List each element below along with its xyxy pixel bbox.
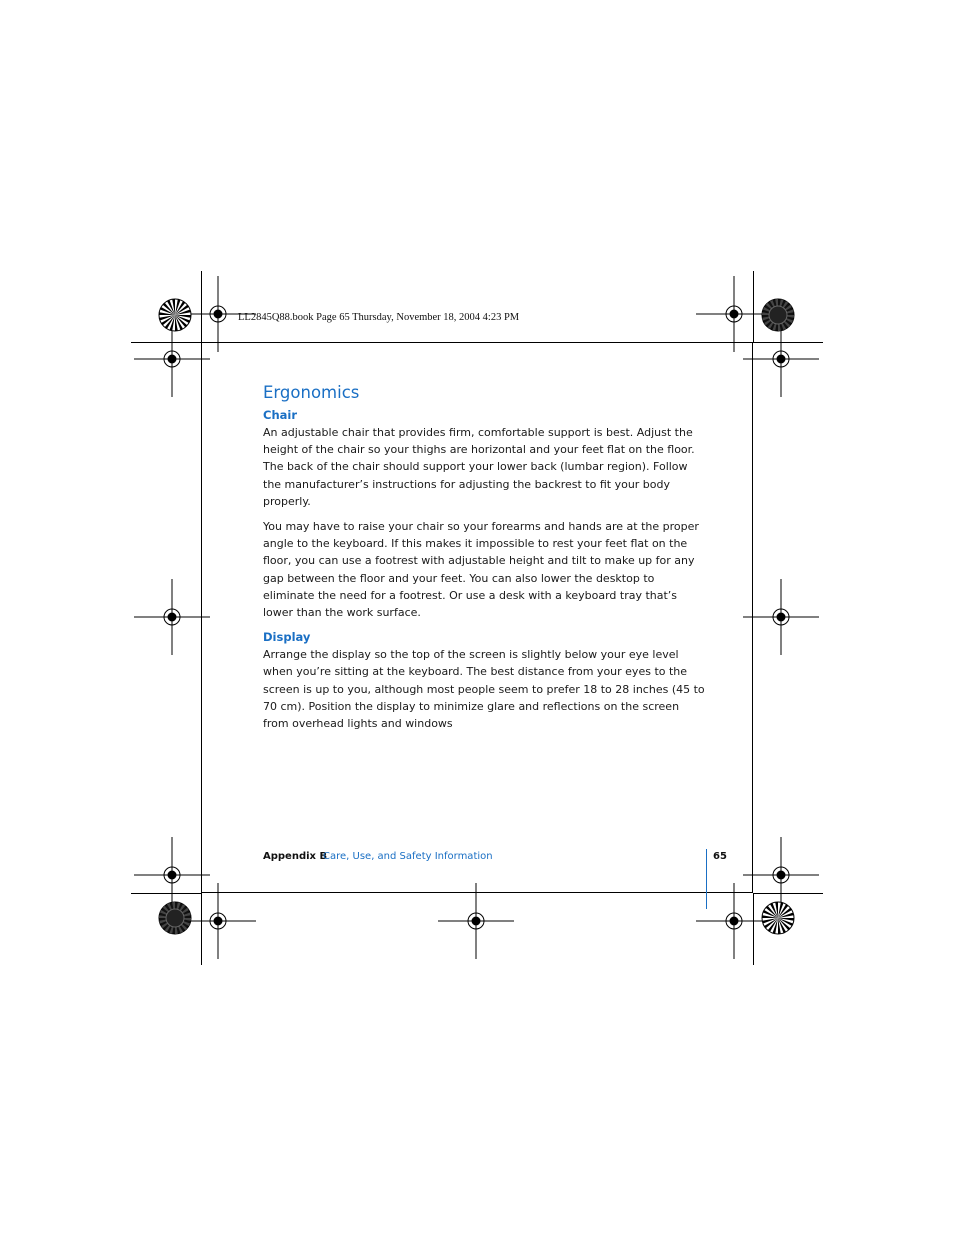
- footer-chapter-title: Care, Use, and Safety Information: [323, 851, 493, 862]
- paragraph: An adjustable chair that provides firm, comfortable support is best. Adjust the height of the chair so your thighs are horizontal and your feet flat on the floor. The back of the chair should support your lower back (lumbar region). Follow the manufacturer’s instructions for adjusting the backrest to fit your body properly.: [263, 426, 695, 508]
- page-number: 65: [713, 851, 727, 862]
- crosshair-mark: [696, 276, 772, 352]
- crosshair-mark: [134, 321, 210, 397]
- crosshair-mark: [743, 321, 819, 397]
- crosshair-mark: [134, 837, 210, 913]
- section-title: Ergonomics: [263, 383, 360, 402]
- crosshair-mark: [743, 579, 819, 655]
- starburst-mark: [762, 902, 794, 934]
- starburst-mark: [159, 299, 191, 331]
- footer-divider: [706, 849, 707, 909]
- crosshair-mark: [134, 579, 210, 655]
- crosshair-mark: [438, 883, 514, 959]
- print-slug: LL2845Q88.book Page 65 Thursday, November 18, 2004 4:23 PM: [238, 312, 520, 323]
- crosshair-mark: [743, 837, 819, 913]
- crosshair-mark: [180, 883, 256, 959]
- paragraph: You may have to raise your chair so your forearms and hands are at the proper angle to the keyboard. If this makes it impossible to rest your feet flat on the floor, you can use a footrest with adjustable height and tilt to make up for any gap between the floor and your feet. You can also lower the desktop to eliminate the need for a footrest. Or use a desk with a keyboard tray that’s lower than the work surface.: [263, 520, 699, 620]
- subhead-display: Display: [263, 630, 311, 645]
- paragraph: Arrange the display so the top of the screen is slightly below your eye level when you’re sitting at the keyboard. The best distance from your eyes to the screen is up to you, although most people seem to prefer 18 to 28 inches (45 to 70 cm). Position the display to minimize glare and reflections on the screen from overhead lights and windows: [263, 648, 705, 731]
- starburst-mark: [762, 299, 794, 331]
- main-content: [263, 382, 708, 732]
- starburst-mark: [159, 902, 191, 934]
- crosshair-mark: [696, 883, 772, 959]
- footer-appendix-label: Appendix B: [263, 851, 328, 862]
- subhead-chair: Chair: [263, 408, 298, 422]
